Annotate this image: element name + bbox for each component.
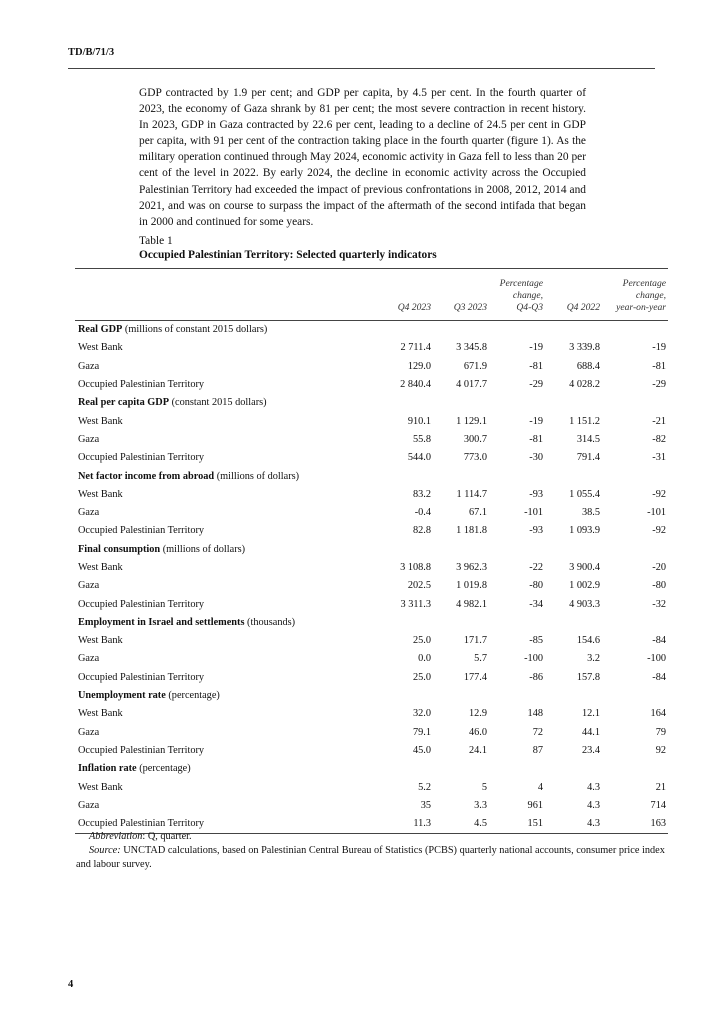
table-cell: -92 (652, 525, 666, 537)
table-body (75, 321, 668, 834)
column-header-line: Percentage (622, 278, 666, 289)
table-cell: 3 339.8 (569, 342, 600, 354)
indicators-table-container (75, 268, 668, 834)
table-cell: 23.4 (581, 744, 600, 756)
table-row (75, 778, 668, 796)
table-cell: -31 (652, 452, 666, 464)
table-cell: 3 311.3 (400, 598, 431, 610)
table-cell: -81 (652, 360, 666, 372)
table-cell: 24.1 (468, 744, 487, 756)
row-label: West Bank (78, 415, 123, 427)
header-rule (68, 68, 655, 69)
section-header (75, 467, 668, 485)
table-cell: 1 093.9 (569, 525, 600, 537)
table-cell: 46.0 (468, 726, 487, 738)
row-label: West Bank (78, 488, 123, 500)
section-unit: (millions of dollars) (216, 470, 300, 482)
table-cell: 3 900.4 (569, 562, 600, 573)
table-cell: -100 (524, 653, 543, 665)
table-cell: 32.0 (412, 708, 431, 720)
column-header (375, 269, 433, 321)
table-cell: -85 (529, 635, 543, 647)
table-cell: 1 114.7 (456, 488, 487, 500)
table-cell: -30 (529, 452, 543, 464)
section-header (75, 760, 668, 778)
table-cell: 3 345.8 (456, 342, 487, 354)
table-cell: 1 019.8 (456, 580, 487, 592)
section-title: Inflation rate (78, 763, 137, 775)
table-cell: 671.9 (463, 360, 487, 372)
row-label: Gaza (78, 360, 100, 372)
table-cell: 129.0 (407, 360, 431, 372)
section-title: Employment in Israel and settlements (78, 616, 245, 628)
table-cell: 1 181.8 (456, 525, 487, 537)
table-cell: 4.3 (587, 781, 600, 793)
table-row (75, 559, 668, 577)
table-cell: 154.6 (576, 635, 600, 647)
table-cell: 4 903.3 (569, 598, 600, 610)
row-label: Occupied Palestinian Territory (78, 744, 205, 756)
table-cell: 163 (602, 815, 668, 834)
row-label: Occupied Palestinian Territory (78, 379, 205, 391)
section-header-row (75, 687, 668, 705)
table-cell: 544.0 (407, 452, 431, 464)
table-cell: 3 108.8 (400, 562, 431, 573)
table-cell: 79 (655, 726, 666, 738)
table-cell: 4.5 (433, 815, 489, 834)
table-cell: -101 (524, 507, 543, 519)
row-label: Occupied Palestinian Territory (75, 815, 375, 834)
table-row (75, 522, 668, 540)
table-cell: -100 (647, 653, 666, 665)
table-row (75, 504, 668, 522)
column-header (545, 269, 602, 321)
section-title: Unemployment rate (78, 690, 166, 702)
table-row (75, 650, 668, 668)
section-unit: (percentage) (139, 763, 191, 775)
table-cell: 171.7 (463, 635, 487, 647)
table-cell: 44.1 (581, 726, 600, 738)
table-cell: 688.4 (576, 360, 600, 372)
section-title: Real per capita GDP (78, 397, 170, 409)
table-cell: -80 (529, 580, 543, 592)
table-cell: 25.0 (412, 671, 431, 683)
table-row (75, 577, 668, 595)
section-title: Real GDP (78, 324, 123, 336)
table-cell: 791.4 (576, 452, 600, 464)
table-cell: -29 (652, 379, 666, 391)
section-header-row (75, 394, 668, 412)
table-cell: 3.2 (587, 653, 600, 665)
table-header-blank (75, 269, 375, 321)
abbreviation-note (76, 830, 666, 844)
table-cell: -93 (529, 525, 543, 537)
table-row (75, 595, 668, 613)
column-header-line: Q3 2023 (453, 302, 487, 313)
table-cell: 21 (655, 781, 666, 793)
section-header (75, 394, 668, 412)
table-cell: 83.2 (412, 488, 431, 500)
table-cell: 910.1 (407, 415, 431, 427)
row-label: Gaza (78, 433, 100, 445)
table-cell: 1 055.4 (569, 488, 600, 500)
table-label: Table 1 (139, 235, 173, 247)
section-header (75, 614, 668, 632)
table-row (75, 339, 668, 357)
abbreviation-label: Abbreviation (89, 831, 143, 842)
column-header (433, 269, 489, 321)
section-title: Net factor income from abroad (78, 470, 215, 482)
table-cell: 38.5 (581, 507, 600, 519)
table-cell: 177.4 (463, 671, 487, 683)
column-header (489, 269, 545, 321)
table-cell: 5.7 (474, 653, 487, 665)
table-cell: 72 (532, 726, 543, 738)
table-cell: 3.3 (474, 799, 487, 811)
table-row (75, 705, 668, 723)
table-cell: 25.0 (412, 635, 431, 647)
table-cell: 2 711.4 (400, 342, 431, 354)
table-cell: 79.1 (412, 726, 431, 738)
table-cell: 157.8 (576, 671, 600, 683)
table-cell: 67.1 (468, 507, 487, 519)
row-label: West Bank (78, 562, 123, 573)
table-row (75, 632, 668, 650)
table-cell: 1 002.9 (569, 580, 600, 592)
row-label: Occupied Palestinian Territory (78, 671, 205, 683)
table-cell: 4 (537, 781, 543, 793)
table-row (75, 412, 668, 430)
row-label: Gaza (78, 580, 100, 592)
table-cell: 714 (650, 799, 666, 811)
section-header-row (75, 760, 668, 778)
table-cell: 164 (650, 708, 666, 720)
table-cell: -19 (529, 415, 543, 427)
table-cell: 11.3 (375, 815, 433, 834)
table-cell: 82.8 (412, 525, 431, 537)
source-label: Source: (89, 845, 121, 857)
table-cell: -93 (529, 488, 543, 500)
table-cell: -84 (652, 671, 666, 683)
table-cell: 12.9 (468, 708, 487, 720)
table-cell: -19 (652, 342, 666, 354)
row-label: Occupied Palestinian Territory (78, 598, 205, 610)
section-header-row (75, 541, 668, 559)
column-header-line: Q4 2022 (566, 302, 600, 313)
table-cell: -34 (529, 598, 543, 610)
table-cell: 300.7 (463, 433, 487, 445)
column-header-line: year-on-year (616, 302, 666, 313)
row-label: West Bank (78, 708, 123, 720)
column-header-line: Q4 2023 (397, 302, 431, 313)
table-cell: 5.2 (418, 781, 431, 793)
table-cell: -81 (529, 360, 543, 372)
column-header-line: Percentage (499, 278, 543, 289)
table-cell: -80 (652, 580, 666, 592)
source-text: UNCTAD calculations, based on Palestinian Central Bureau of Statistics (PCBS) quarterly national accounts, consumer price index and labour survey. (76, 845, 665, 871)
row-label: Gaza (78, 799, 100, 811)
table-cell: 4.3 (587, 799, 600, 811)
table-cell: 151 (489, 815, 545, 834)
table-cell: -86 (529, 671, 543, 683)
table-row (75, 797, 668, 815)
table-cell: 87 (532, 744, 543, 756)
abbreviation-text: : Q, quarter. (142, 831, 192, 842)
row-label: West Bank (78, 635, 123, 647)
section-title: Final consumption (78, 543, 161, 555)
section-header-row (75, 467, 668, 485)
row-label: Occupied Palestinian Territory (78, 452, 205, 464)
section-header (75, 687, 668, 705)
section-header (75, 321, 668, 340)
section-unit: (millions of constant 2015 dollars) (124, 324, 268, 336)
table-header-row (75, 269, 668, 321)
source-note (76, 844, 666, 872)
table-cell: 0.0 (418, 653, 431, 665)
table-cell: -101 (647, 507, 666, 519)
table-cell: 92 (655, 744, 666, 756)
table-row (75, 742, 668, 760)
row-label: West Bank (78, 781, 123, 793)
section-header-row (75, 614, 668, 632)
document-code: TD/B/71/3 (68, 47, 115, 58)
table-cell: -92 (652, 488, 666, 500)
table-cell: 1 151.2 (569, 415, 600, 427)
table-cell: -82 (652, 433, 666, 445)
column-header (602, 269, 668, 321)
table-cell: -22 (529, 562, 543, 573)
row-label: Occupied Palestinian Territory (78, 525, 205, 537)
table-cell: 5 (481, 781, 487, 793)
table-cell: 55.8 (412, 433, 431, 445)
table-cell: 35 (420, 799, 431, 811)
indicators-table (75, 268, 668, 834)
table-cell: 202.5 (407, 580, 431, 592)
section-header-row (75, 321, 668, 340)
table-row (75, 431, 668, 449)
table-cell: 45.0 (412, 744, 431, 756)
section-unit: (percentage) (168, 690, 220, 702)
table-cell: -81 (529, 433, 543, 445)
table-cell: 1 129.1 (456, 415, 487, 427)
table-cell: 4 017.7 (456, 379, 487, 391)
row-label: Gaza (78, 653, 100, 665)
body-paragraph: GDP contracted by 1.9 per cent; and GDP per capita, by 4.5 per cent. In the fourth quarter of 2023, the economy of Gaza shrank by 81 per cent; the most severe contraction in recent history. In 2023, GDP in Gaza contracted by 22.6 per cent, leading to a decline of 24.5 per cent in GDP per capita, with 91 per cent of the contraction taking place in the fourth quarter (figure 1). As the military operation continued through May 2024, economic activity in Gaza fell to less than 20 per cent of the level in 2022. By early 2024, the decline in economic activity across the Occupied Palestinian Territory had exceeded the impact of previous confrontations in 2008, 2012, 2014 and 2021, and was on course to surpass the impact of the aftermath of the second intifada that began in 2000 and continued for some years. (139, 87, 586, 228)
table-cell: -20 (652, 562, 666, 573)
table-cell: 314.5 (576, 433, 600, 445)
table-title: Occupied Palestinian Territory: Selected quarterly indicators (139, 249, 437, 261)
table-cell: 2 840.4 (400, 379, 431, 391)
row-label: Gaza (78, 726, 100, 738)
table-row (75, 376, 668, 394)
page-number: 4 (68, 979, 74, 990)
table-notes (76, 830, 666, 873)
table-cell: 4 028.2 (569, 379, 600, 391)
table-cell: -84 (652, 635, 666, 647)
table-cell: -0.4 (414, 507, 431, 519)
column-header-line: Q4-Q3 (516, 302, 543, 313)
table-cell: 4.3 (545, 815, 602, 834)
table-cell: -32 (652, 598, 666, 610)
section-header (75, 541, 668, 559)
table-cell: 961 (527, 799, 543, 811)
section-unit: (constant 2015 dollars) (171, 397, 267, 409)
table-cell: 12.1 (581, 708, 600, 720)
table-row (75, 724, 668, 742)
row-label: West Bank (78, 342, 123, 354)
row-label: Gaza (78, 507, 100, 519)
table-cell: 3 962.3 (456, 562, 487, 573)
table-cell: 4 982.1 (456, 598, 487, 610)
table-cell: -21 (652, 415, 666, 427)
section-unit: (millions of dollars) (162, 543, 246, 555)
table-row (75, 449, 668, 467)
table-row (75, 486, 668, 504)
table-cell: 148 (527, 708, 543, 720)
section-unit: (thousands) (247, 616, 296, 628)
table-row (75, 669, 668, 687)
table-cell: 773.0 (463, 452, 487, 464)
table-cell: -19 (529, 342, 543, 354)
table-row (75, 358, 668, 376)
column-header-line: change, (635, 290, 666, 301)
column-header-line: change, (512, 290, 543, 301)
table-cell: -29 (529, 379, 543, 391)
